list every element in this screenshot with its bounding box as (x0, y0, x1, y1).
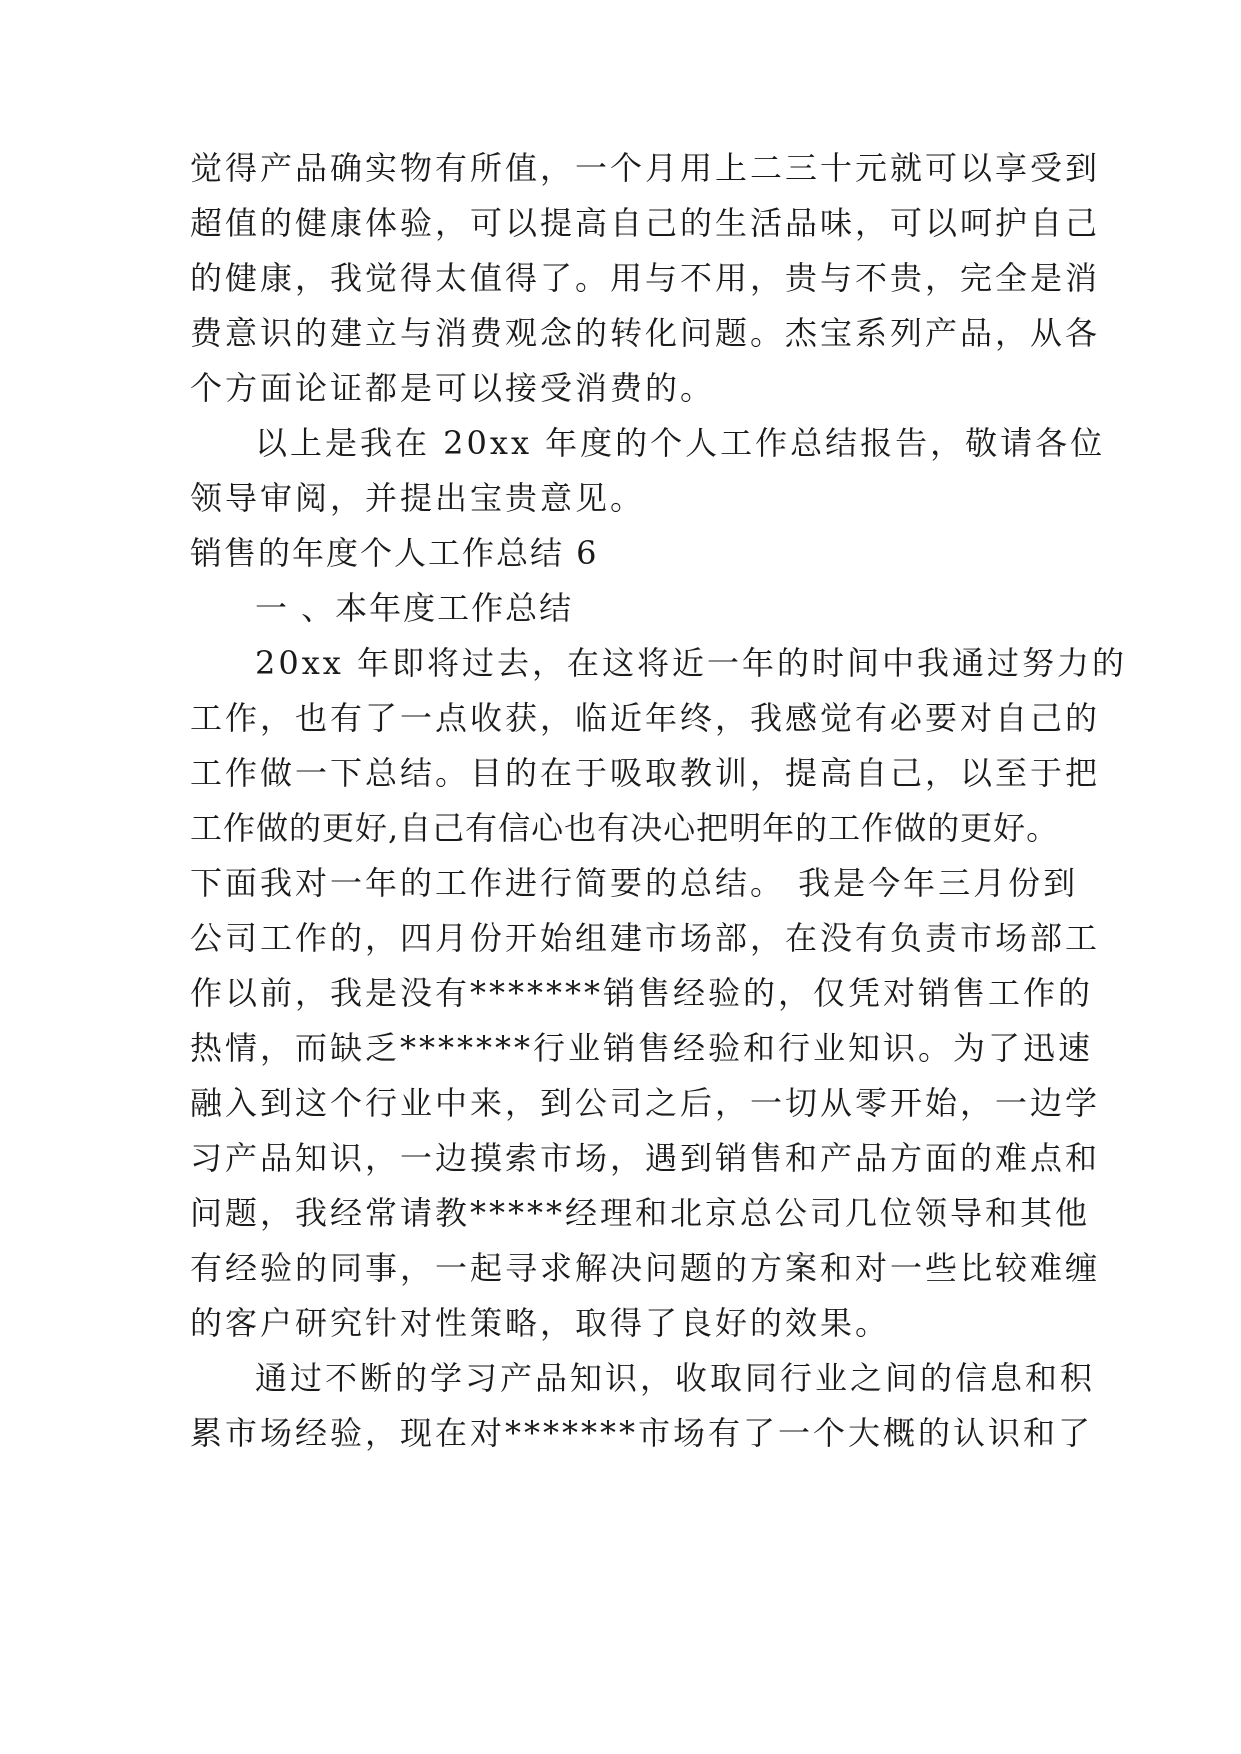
subheading: 一 、本年度工作总结 (255, 589, 574, 627)
paragraph-line: 个方面论证都是可以接受消费的。 (190, 369, 716, 407)
paragraph-line: 费意识的建立与消费观念的转化问题。杰宝系列产品，从各 (190, 314, 1101, 352)
paragraph-line: 公司工作的，四月份开始组建市场部，在没有负责市场部工 (190, 919, 1101, 957)
paragraph-line: 通过不断的学习产品知识，收取同行业之间的信息和积 (255, 1359, 1096, 1397)
paragraph-line: 20xx 年即将过去，在这将近一年的时间中我通过努力的 (255, 644, 1127, 682)
paragraph-line: 问题，我经常请教*****经理和北京总公司几位领导和其他 (190, 1194, 1091, 1232)
section-heading: 销售的年度个人工作总结 6 (190, 534, 599, 572)
paragraph-line: 融入到这个行业中来，到公司之后，一切从零开始，一边学 (190, 1084, 1101, 1122)
paragraph-line: 下面我对一年的工作进行简要的总结。 我是今年三月份到 (190, 864, 1079, 902)
paragraph-line: 工作做一下总结。目的在于吸取教训，提高自己，以至于把 (190, 754, 1101, 792)
paragraph-line: 工作，也有了一点收获，临近年终，我感觉有必要对自己的 (190, 699, 1101, 737)
paragraph-line: 热情，而缺乏*******行业销售经验和行业知识。为了迅速 (190, 1029, 1094, 1067)
paragraph-line: 的健康，我觉得太值得了。用与不用，贵与不贵，完全是消 (190, 259, 1101, 297)
paragraph-line: 觉得产品确实物有所值，一个月用上二三十元就可以享受到 (190, 149, 1101, 187)
paragraph-line: 习产品知识，一边摸索市场，遇到销售和产品方面的难点和 (190, 1139, 1101, 1177)
paragraph-line: 工作做的更好,自己有信心也有决心把明年的工作做的更好。 (190, 809, 1060, 847)
paragraph-line: 有经验的同事，一起寻求解决问题的方案和对一些比较难缠 (190, 1249, 1101, 1287)
paragraph-line: 领导审阅，并提出宝贵意见。 (190, 479, 646, 517)
paragraph-line: 超值的健康体验，可以提高自己的生活品味，可以呵护自己 (190, 204, 1101, 242)
paragraph-line: 作以前，我是没有*******销售经验的，仅凭对销售工作的 (190, 974, 1094, 1012)
paragraph-line: 以上是我在 20xx 年度的个人工作总结报告，敬请各位 (255, 424, 1106, 462)
paragraph-line: 累市场经验，现在对*******市场有了一个大概的认识和了 (190, 1414, 1094, 1452)
paragraph-line: 的客户研究针对性策略，取得了良好的效果。 (190, 1304, 891, 1342)
